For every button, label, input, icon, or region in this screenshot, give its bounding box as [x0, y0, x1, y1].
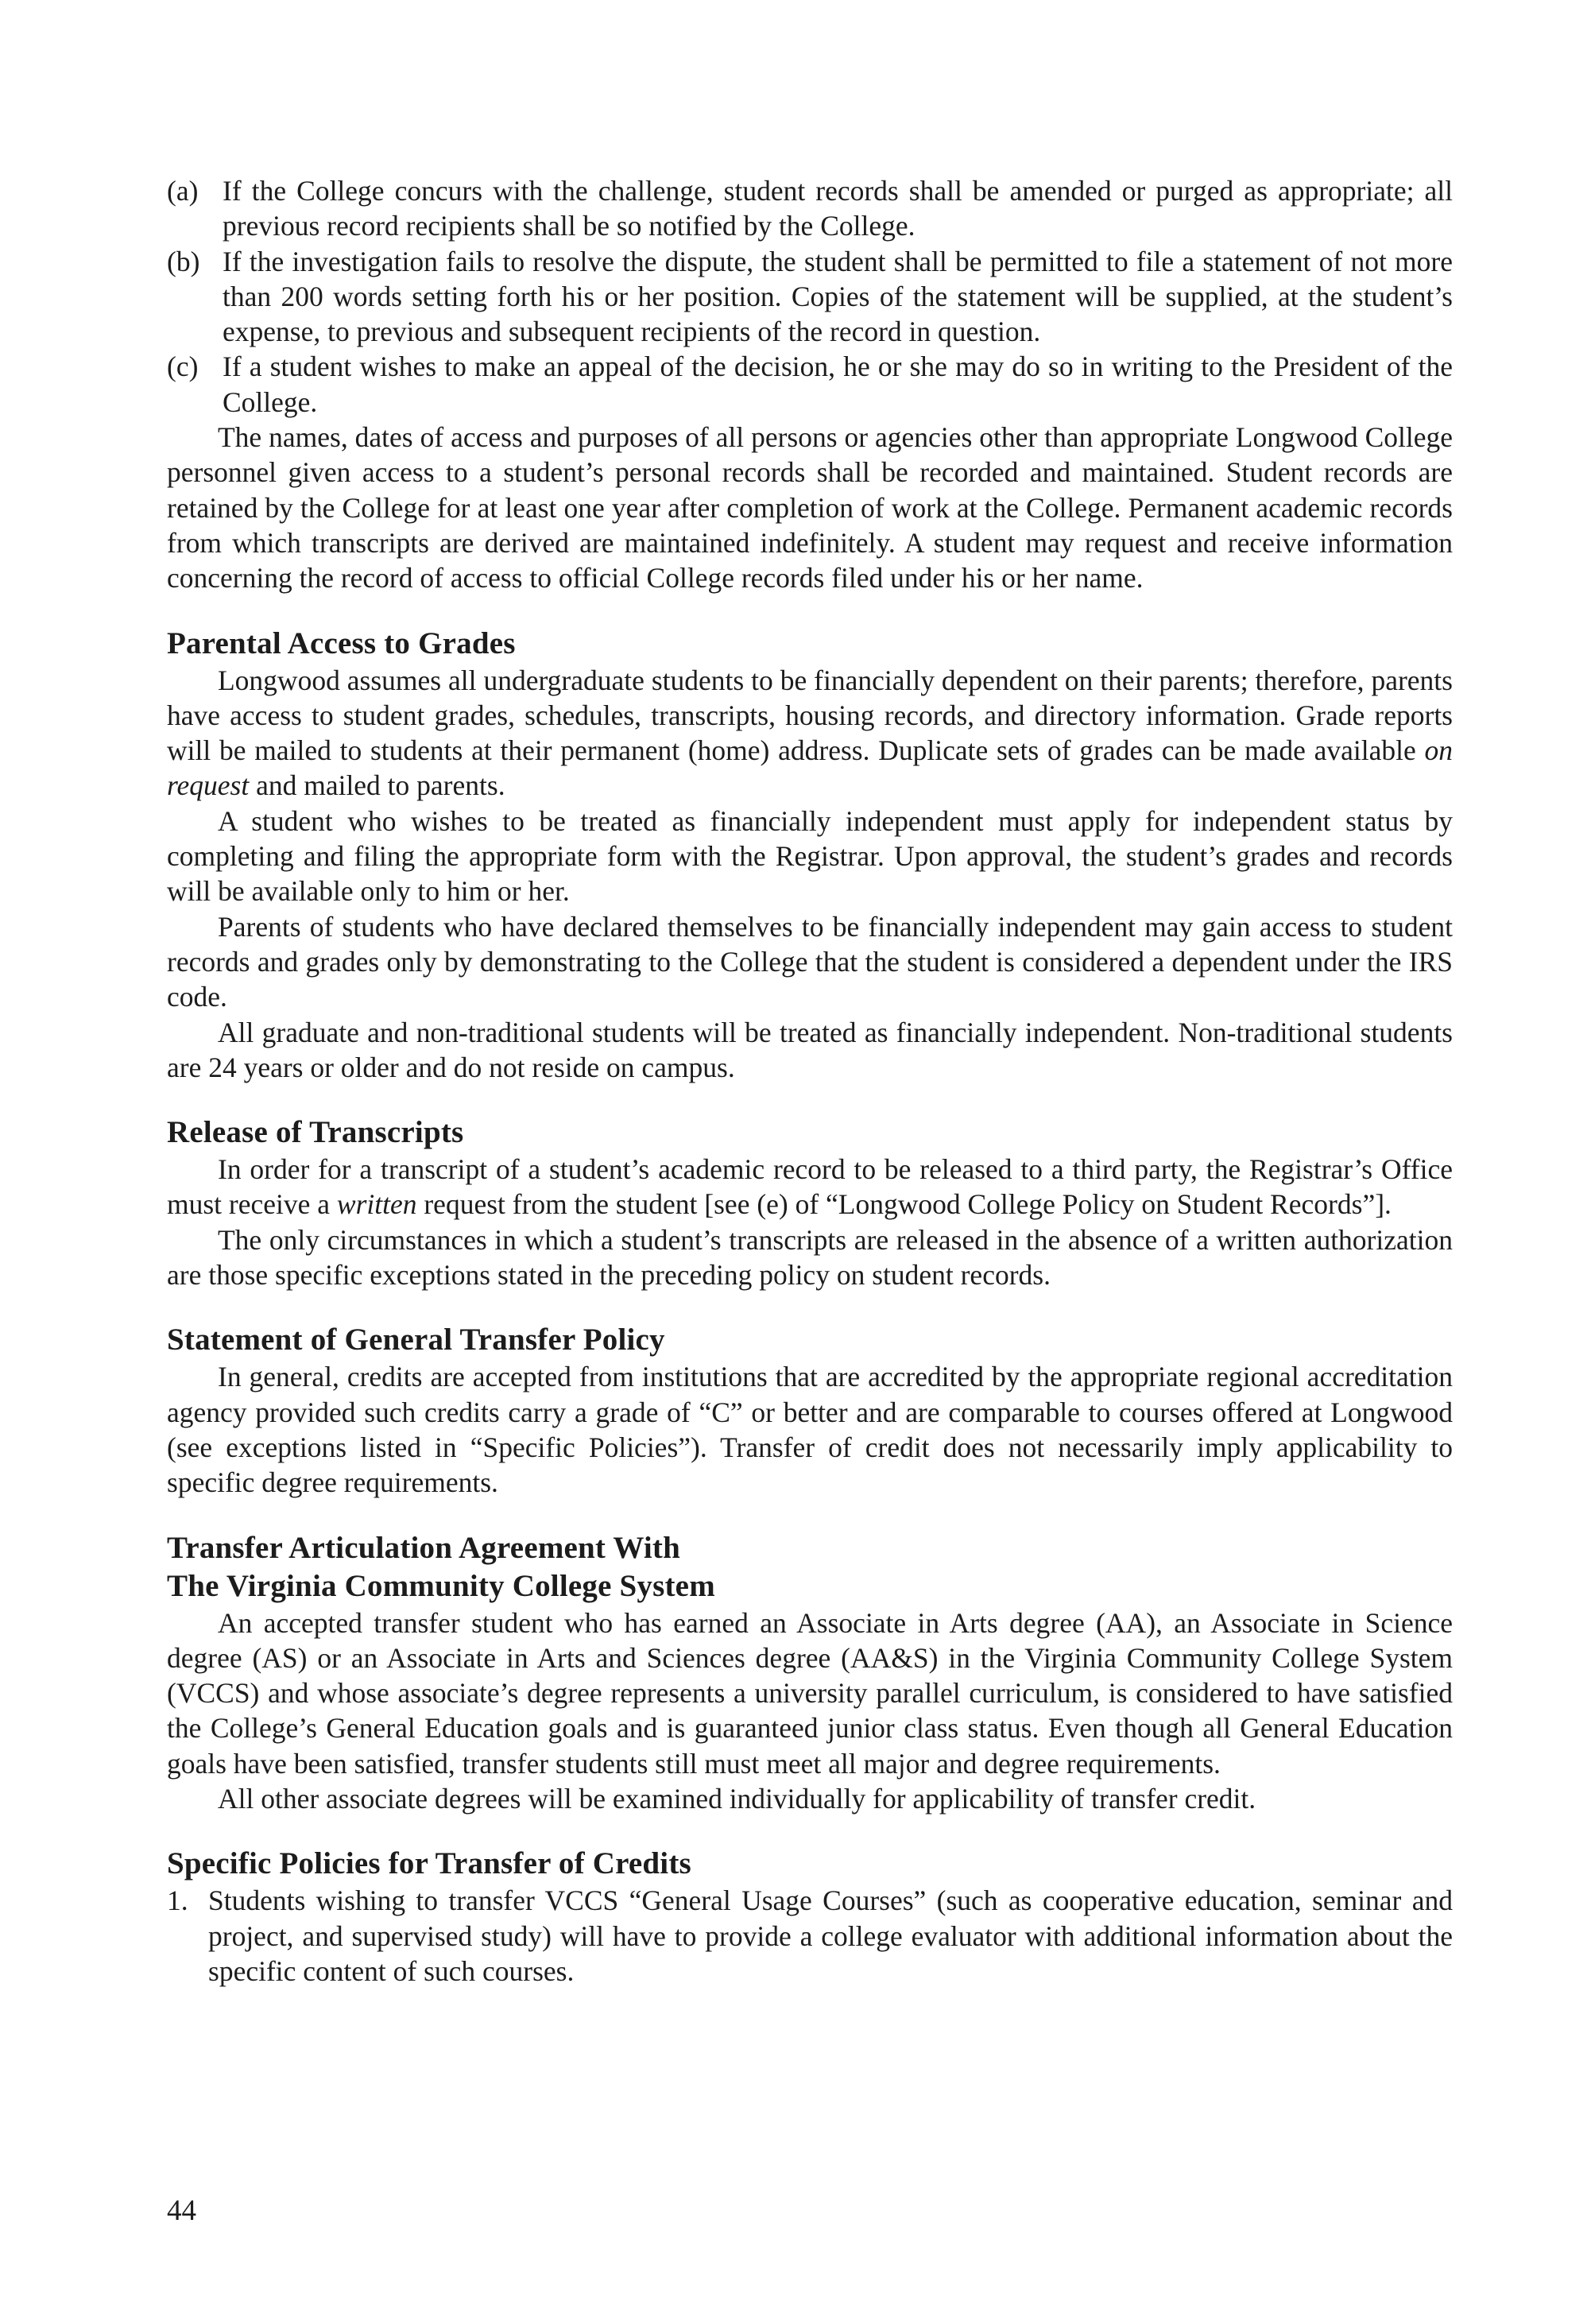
parental-paragraph-1: Longwood assumes all undergraduate students to be financially dependent on their parents; therefore, parents have access to student grades, schedules, transcripts, housing records, and directory information. Grade reports will be mailed to students at their permanent (home) address. Duplicate sets of grades can be made available on request and mailed to parents.	[167, 664, 1453, 802]
articulation-heading-line-2: The Virginia Community College System	[167, 1568, 715, 1603]
list-item-c	[167, 349, 1453, 420]
articulation-paragraph-1: An accepted transfer student who has earned an Associate in Arts degree (AA), an Associate in Science degree (AS) or an Associate in Arts and Sciences degree (AA&S) in the Virginia Community College System (VCCS) and whose associate’s degree represents a university parallel curriculum, is considered to have satisfied the College’s General Education goals and is guaranteed junior class status. Even though all General Education goals have been satisfied, transfer students still must meet all major and degree requirements.	[167, 1606, 1453, 1780]
articulation-paragraph-2: All other associate degrees will be examined individually for applicability of transfer credit.	[218, 1782, 1256, 1815]
articulation-heading-line-1: Transfer Articulation Agreement With	[167, 1530, 680, 1565]
parental-paragraph-4: All graduate and non-traditional students will be treated as financially independent. Non-traditional students are 24 years or older and do not reside on campus.	[167, 1016, 1453, 1083]
list-item-text: If the College concurs with the challenge, student records shall be amended or purged as appropriate; all previous record recipients shall be so notified by the College.	[223, 175, 1453, 242]
transcripts-paragraph-1: In order for a transcript of a student’s academic record to be released to a third party, the Registrar’s Office must receive a written request from the student [see (e) of “Longwood College Policy on Student Records”].	[167, 1153, 1453, 1221]
parental-paragraph-3: Parents of students who have declared themselves to be financially independent may gain access to student records and grades only by demonstrating to the College that the student is considered a dependent under the IRS code.	[167, 910, 1453, 1013]
list-marker: 1.	[167, 1884, 188, 1917]
list-marker: (a)	[167, 175, 199, 207]
transcripts-paragraph-2: The only circumstances in which a student’s transcripts are released in the absence of a written authorization are those specific exceptions stated in the preceding policy on student records.	[167, 1223, 1453, 1292]
list-item-b	[167, 244, 1453, 350]
text-column	[167, 173, 1453, 1989]
list-item-a	[167, 173, 1453, 244]
page-number: 44	[167, 2194, 196, 2227]
parental-paragraph-2: A student who wishes to be treated as financially independent must apply for independent status by completing and filing the appropriate form with the Registrar. Upon approval, the student’s grades and records will be available only to him or her.	[167, 804, 1453, 908]
specific-policy-item-1	[167, 1883, 1453, 1989]
list-marker: (b)	[167, 245, 200, 277]
general-transfer-paragraph: In general, credits are accepted from institutions that are accredited by the appropriate regional accreditation agency provided such credits carry a grade of “C” or better and are comparable to courses offered at Longwood (see exceptions listed in “Specific Policies”). Transfer of credit does not necessarily imply applicability to specific degree requirements.	[167, 1361, 1453, 1499]
list-marker: (c)	[167, 351, 199, 383]
specific-policies-heading: Specific Policies for Transfer of Credits	[167, 1846, 691, 1881]
general-transfer-heading: Statement of General Transfer Policy	[167, 1323, 665, 1358]
articulation-heading	[167, 1529, 1453, 1605]
records-access-paragraph: The names, dates of access and purposes of all persons or agencies other than appropriate Longwood College personnel given access to a student’s personal records shall be recorded and maintained. Student records are retained by the College for at least one year after completion of work at the College. Permanent academic records from which transcripts are derived are maintained indefinitely. A student may request and receive information concerning the record of access to official College records filed under his or her name.	[167, 421, 1453, 595]
parental-access-heading: Parental Access to Grades	[167, 626, 516, 660]
release-transcripts-heading: Release of Transcripts	[167, 1115, 464, 1150]
list-item-text: If the investigation fails to resolve the dispute, the student shall be permitted to file a statement of not more than 200 words setting forth his or her position. Copies of the statement will be supplied, at the student’s expense, to previous and subsequent recipients of the record in question.	[223, 245, 1453, 348]
list-item-text: Students wishing to transfer VCCS “General Usage Courses” (such as cooperative education, seminar and project, and supervised study) will have to provide a college evaluator with additional information about the specific content of such courses.	[208, 1884, 1453, 1987]
list-item-text: If a student wishes to make an appeal of the decision, he or she may do so in writing to the President of the College.	[223, 351, 1453, 418]
